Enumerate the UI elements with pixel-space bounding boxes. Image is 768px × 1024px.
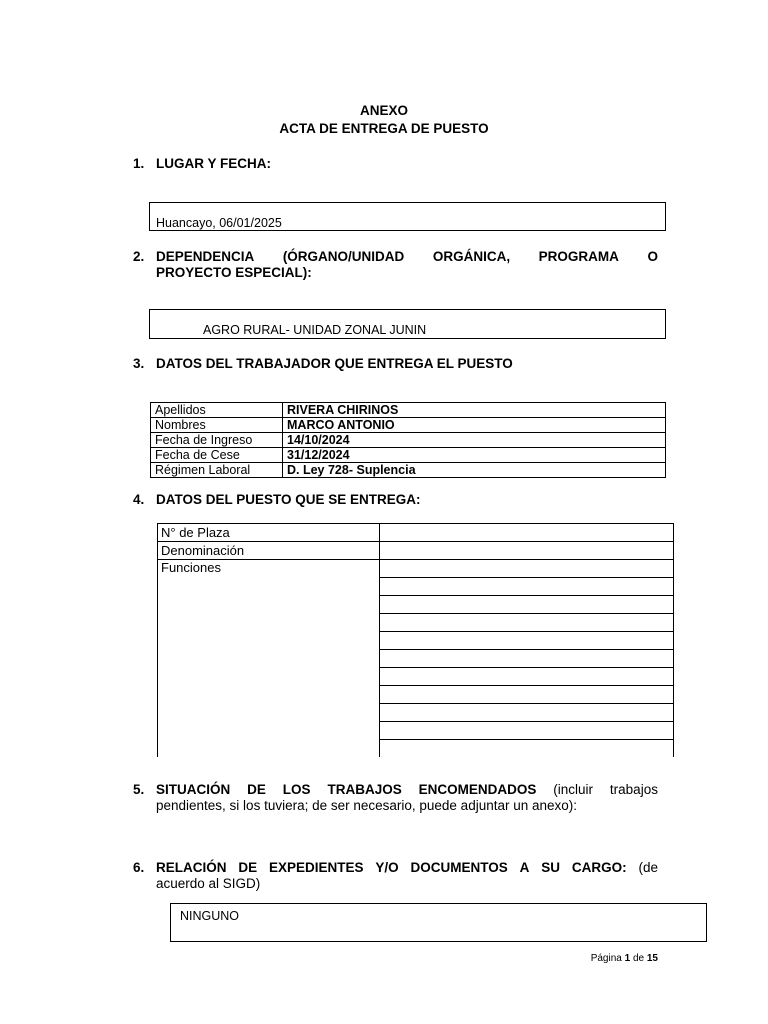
- section-6-heading: [156, 860, 658, 892]
- plaza-value: [380, 524, 674, 542]
- funciones-line: [380, 614, 674, 632]
- table-row: [151, 403, 666, 418]
- funciones-line: [380, 722, 674, 740]
- of-word: de: [632, 953, 645, 964]
- row-value: RIVERA CHIRINOS: [283, 403, 666, 418]
- section-number: 4.: [133, 492, 145, 507]
- row-label: Nombres: [151, 418, 283, 433]
- heading-word: Y/O: [375, 860, 399, 875]
- heading-word: trabajos: [609, 782, 658, 797]
- table-row: [151, 433, 666, 448]
- table-row: [158, 542, 674, 560]
- current-page: 1: [624, 953, 631, 964]
- heading-word: (ÓRGANO/UNIDAD: [282, 249, 405, 264]
- plaza-label: N° de Plaza: [158, 524, 380, 542]
- heading-word: ENCOMENDADOS: [418, 782, 537, 797]
- section-title: LUGAR Y FECHA:: [156, 156, 272, 171]
- position-data-table: [157, 523, 674, 757]
- heading-word: DE: [238, 860, 258, 875]
- heading-word: DE: [247, 782, 266, 797]
- dependency-box: [149, 309, 666, 339]
- denominacion-label: Denominación: [158, 542, 380, 560]
- section-2-number: 2.: [133, 249, 145, 264]
- heading-word: TRABAJOS: [327, 782, 402, 797]
- heading-word: SITUACIÓN: [156, 782, 231, 797]
- row-label: Régimen Laboral: [151, 463, 283, 478]
- row-label: Apellidos: [151, 403, 283, 418]
- row-label: Fecha de Cese: [151, 448, 283, 463]
- section-2-line-1: [156, 249, 658, 265]
- section-6-number: 6.: [133, 860, 145, 875]
- dependency-value: AGRO RURAL- UNIDAD ZONAL JUNIN: [203, 323, 427, 337]
- section-number: 1.: [133, 156, 145, 171]
- section-5-number: 5.: [133, 782, 145, 797]
- funciones-line: [380, 578, 674, 596]
- section-6-line-1: [156, 860, 658, 876]
- place-date-value: Huancayo, 06/01/2025: [156, 216, 282, 230]
- annex-heading: ANEXO: [359, 103, 408, 118]
- table-row: [151, 418, 666, 433]
- denominacion-value: [380, 542, 674, 560]
- heading-word: LOS: [282, 782, 311, 797]
- table-row: [151, 463, 666, 478]
- section-title: DATOS DEL PUESTO QUE SE ENTREGA:: [156, 492, 421, 507]
- funciones-line: [380, 668, 674, 686]
- page-number: [591, 953, 658, 964]
- row-value: 14/10/2024: [283, 433, 666, 448]
- funciones-line: [380, 560, 674, 578]
- funciones-line: [380, 686, 674, 704]
- page-word: Página: [590, 953, 622, 964]
- funciones-line: [380, 596, 674, 614]
- place-date-box: [149, 202, 666, 231]
- section-5-line-1: [156, 782, 658, 798]
- heading-word: PROGRAMA: [538, 249, 619, 264]
- funciones-line: [380, 740, 674, 758]
- heading-word: ORGÁNICA,: [432, 249, 511, 264]
- heading-word: DEPENDENCIA: [156, 249, 255, 264]
- section-5-heading: [156, 782, 658, 814]
- heading-word: O: [647, 249, 658, 264]
- section-5-line-2: pendientes, si los tuviera; de ser necesario, puede adjuntar un anexo):: [156, 798, 578, 813]
- section-2-line-2: PROYECTO ESPECIAL):: [156, 265, 312, 280]
- heading-word: DOCUMENTOS: [410, 860, 508, 875]
- section-title: DATOS DEL TRABAJADOR QUE ENTREGA EL PUESTO: [156, 356, 513, 371]
- table-row: [158, 560, 674, 578]
- row-label: Fecha de Ingreso: [151, 433, 283, 448]
- heading-word: EXPEDIENTES: [268, 860, 364, 875]
- row-value: MARCO ANTONIO: [283, 418, 666, 433]
- heading-word: SU: [541, 860, 560, 875]
- row-value: D. Ley 728- Suplencia: [283, 463, 666, 478]
- funciones-label: Funciones: [158, 560, 380, 758]
- documents-value: NINGUNO: [180, 909, 240, 923]
- total-pages: 15: [646, 953, 658, 964]
- section-number: 3.: [133, 356, 145, 371]
- table-row: [158, 524, 674, 542]
- section-2-heading: [156, 249, 658, 281]
- section-1-heading: [133, 156, 271, 171]
- worker-data-table: [150, 402, 666, 478]
- documents-box: [170, 903, 707, 942]
- funciones-line: [380, 650, 674, 668]
- section-4-heading: [133, 492, 421, 507]
- table-row: [151, 448, 666, 463]
- heading-word: RELACIÓN: [156, 860, 227, 875]
- funciones-line: [380, 704, 674, 722]
- funciones-line: [380, 632, 674, 650]
- section-3-heading: [133, 356, 513, 371]
- heading-word: CARGO:: [571, 860, 627, 875]
- heading-word: (de: [638, 860, 658, 875]
- document-title: ACTA DE ENTREGA DE PUESTO: [279, 121, 489, 136]
- section-6-line-2: acuerdo al SIGD): [156, 876, 261, 891]
- row-value: 31/12/2024: [283, 448, 666, 463]
- heading-word: A: [519, 860, 530, 875]
- heading-word: (incluir: [553, 782, 594, 797]
